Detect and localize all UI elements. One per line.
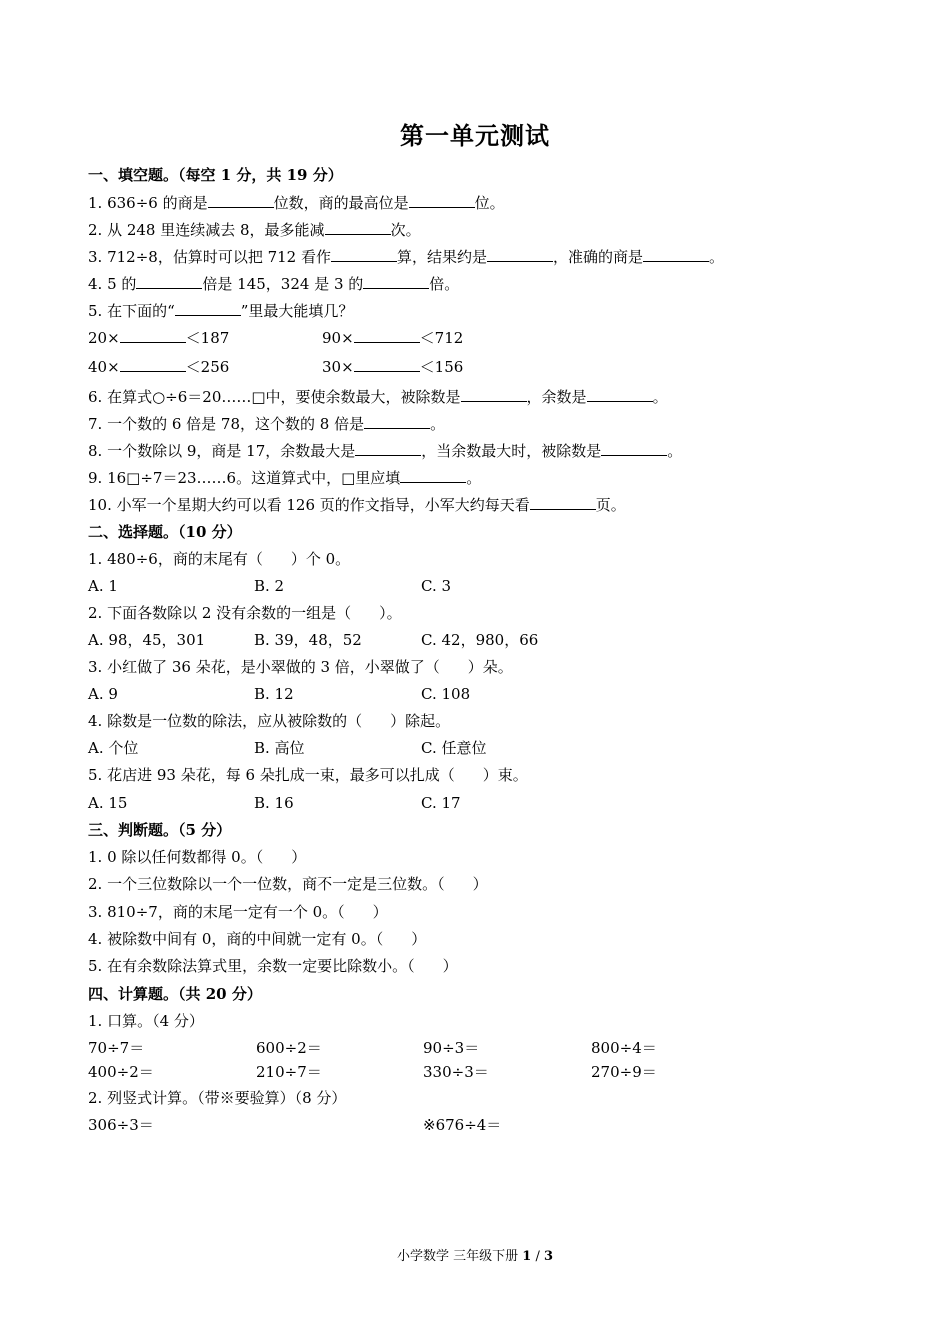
vertical-calc-item[interactable]: ※676÷4＝ (423, 1116, 502, 1134)
answer-blank[interactable] (354, 357, 420, 372)
option-a[interactable]: A. 1 (88, 577, 118, 595)
answer-blank[interactable] (530, 495, 596, 510)
page-footer (0, 1245, 950, 1264)
s1-question-8: 8. 一个数除以 9，商是 17，余数最大是 ，当余数最大时，被除数是 。 (88, 442, 683, 460)
oral-calc-item[interactable]: 600÷2＝ (256, 1039, 322, 1057)
answer-blank[interactable] (355, 441, 421, 456)
answer-blank[interactable] (364, 414, 430, 429)
option-a[interactable]: A. 98，45，301 (88, 631, 206, 649)
section-4-heading: 四、计算题。（共 20 分） (88, 985, 262, 1003)
footer-separator: / (535, 1249, 540, 1264)
answer-blank[interactable] (354, 328, 420, 343)
answer-blank[interactable] (400, 468, 466, 483)
answer-blank[interactable] (208, 193, 274, 208)
answer-blank[interactable] (587, 387, 653, 402)
section-1-heading: 一、填空题。（每空 1 分，共 19 分） (88, 166, 343, 184)
section-3-heading: 三、判断题。（5 分） (88, 821, 232, 839)
answer-blank[interactable] (461, 387, 527, 402)
s1-question-4: 4. 5 的 倍是 145，324 是 3 的 倍。 (88, 275, 460, 293)
s1-question-3: 3. 712÷8，估算时可以把 712 看作 算，结果约是 ，准确的商是 。 (88, 248, 725, 266)
s3-statement-1: 1. 0 除以任何数都得 0。（ ） (88, 848, 307, 866)
option-c[interactable]: C. 3 (421, 577, 452, 595)
option-c[interactable]: C. 108 (421, 685, 471, 703)
option-a[interactable]: A. 15 (88, 794, 128, 812)
option-a[interactable]: A. 个位 (88, 739, 139, 757)
answer-blank[interactable] (601, 441, 667, 456)
s2-question-2: 2. 下面各数除以 2 没有余数的一组是（ ）。 (88, 604, 402, 622)
option-b[interactable]: B. 2 (254, 577, 285, 595)
s1-question-6: 6. 在算式○÷6＝20……□中，要使余数最大，被除数是 ，余数是 。 (88, 388, 668, 406)
oral-calc-item[interactable]: 70÷7＝ (88, 1039, 145, 1057)
oral-calc-item[interactable]: 210÷7＝ (256, 1063, 322, 1081)
s1-question-5: 5. 在下面的“ ”里最大能填几？ (88, 302, 354, 320)
s2-question-4: 4. 除数是一位数的除法，应从被除数的（ ）除起。 (88, 712, 451, 730)
s1-q5-item-1: 20× ＜187 (88, 329, 230, 347)
answer-blank (175, 301, 241, 316)
page-title: 第一单元测试 (400, 121, 550, 150)
answer-blank[interactable] (363, 274, 429, 289)
s4-sub-1: 1. 口算。（4 分） (88, 1012, 204, 1030)
option-c[interactable]: C. 17 (421, 794, 461, 812)
s1-question-7: 7. 一个数的 6 倍是 78，这个数的 8 倍是 。 (88, 415, 446, 433)
s1-question-1: 1. 636÷6 的商是 位数，商的最高位是 位。 (88, 194, 505, 212)
s3-statement-4: 4. 被除数中间有 0，商的中间就一定有 0。（ ） (88, 930, 427, 948)
oral-calc-item[interactable]: 330÷3＝ (423, 1063, 489, 1081)
option-b[interactable]: B. 12 (254, 685, 294, 703)
s4-sub-2: 2. 列竖式计算。（带※要验算）（8 分） (88, 1089, 347, 1107)
section-2-heading: 二、选择题。（10 分） (88, 523, 242, 541)
s3-statement-5: 5. 在有余数除法算式里，余数一定要比除数小。（ ） (88, 957, 458, 975)
answer-blank[interactable] (120, 357, 186, 372)
s2-question-3: 3. 小红做了 36 朵花，是小翠做的 3 倍，小翠做了（ ）朵。 (88, 658, 513, 676)
footer-subject: 小学数学 三年级下册 (396, 1249, 519, 1264)
answer-blank[interactable] (325, 220, 391, 235)
oral-calc-item[interactable]: 270÷9＝ (591, 1063, 657, 1081)
option-c[interactable]: C. 42，980，66 (421, 631, 539, 649)
s1-question-10: 10. 小军一个星期大约可以看 126 页的作文指导，小军大约每天看 页。 (88, 496, 626, 514)
option-b[interactable]: B. 39，48，52 (254, 631, 362, 649)
oral-calc-item[interactable]: 400÷2＝ (88, 1063, 154, 1081)
answer-blank[interactable] (120, 328, 186, 343)
answer-blank[interactable] (409, 193, 475, 208)
oral-calc-item[interactable]: 800÷4＝ (591, 1039, 657, 1057)
s3-statement-2: 2. 一个三位数除以一个一位数，商不一定是三位数。（ ） (88, 875, 488, 893)
option-c[interactable]: C. 任意位 (421, 739, 487, 757)
vertical-calc-item[interactable]: 306÷3＝ (88, 1116, 154, 1134)
s1-q5-item-2: 90× ＜712 (322, 329, 464, 347)
s3-statement-3: 3. 810÷7，商的末尾一定有一个 0。（ ） (88, 903, 388, 921)
footer-page-number: 1 (522, 1249, 532, 1264)
s1-question-9: 9. 16□÷7＝23……6。这道算式中，□里应填 。 (88, 469, 482, 487)
answer-blank[interactable] (643, 247, 709, 262)
answer-blank[interactable] (487, 247, 553, 262)
option-b[interactable]: B. 高位 (254, 739, 305, 757)
s2-question-1: 1. 480÷6，商的末尾有（ ）个 0。 (88, 550, 351, 568)
s1-q5-item-4: 30× ＜156 (322, 358, 464, 376)
answer-blank[interactable] (331, 247, 397, 262)
option-b[interactable]: B. 16 (254, 794, 294, 812)
footer-page-total: 3 (543, 1249, 554, 1264)
answer-blank[interactable] (136, 274, 202, 289)
s1-q5-item-3: 40× ＜256 (88, 358, 230, 376)
s2-question-5: 5. 花店进 93 朵花，每 6 朵扎成一束，最多可以扎成（ ）束。 (88, 766, 528, 784)
option-a[interactable]: A. 9 (88, 685, 118, 703)
s1-question-2: 2. 从 248 里连续减去 8，最多能减 次。 (88, 221, 421, 239)
oral-calc-item[interactable]: 90÷3＝ (423, 1039, 480, 1057)
